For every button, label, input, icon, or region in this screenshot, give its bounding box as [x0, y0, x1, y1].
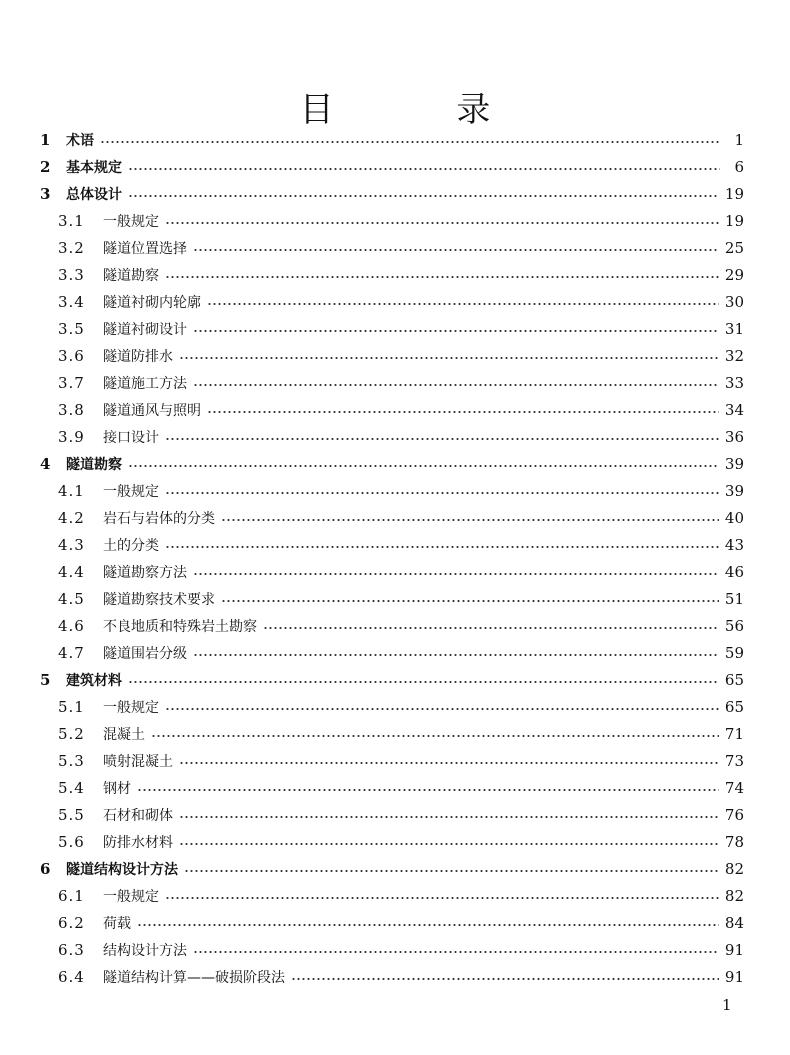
toc-entry-title: 隧道围岩分级: [103, 645, 187, 662]
toc-entry-title: 一般规定: [103, 213, 159, 230]
toc-entry-page: 25: [724, 238, 744, 257]
toc-entry-page: 76: [724, 805, 744, 824]
toc-entry-page: 84: [724, 913, 744, 932]
toc-entry-number: 3.4: [58, 292, 85, 311]
toc-entry-title: 荷载: [103, 915, 131, 932]
dot-leader: [193, 330, 719, 332]
toc-entry-title: 隧道勘察: [103, 267, 159, 284]
dot-leader: [165, 222, 719, 224]
toc-entry-number: 6.2: [58, 913, 85, 932]
dot-leader: [193, 384, 719, 386]
toc-entry-page: 46: [724, 562, 744, 581]
page-number: 1: [722, 996, 732, 1014]
toc-entry-number: 5.5: [58, 805, 85, 824]
toc-entry-number: 3.5: [58, 319, 85, 338]
dot-leader: [128, 681, 719, 683]
toc-section-entry[interactable]: [58, 693, 744, 720]
toc-entry-number: 5.3: [58, 751, 85, 770]
toc-entry-page: 36: [724, 427, 744, 446]
toc-entry-page: 6: [734, 157, 744, 176]
toc-entry-number: 5.4: [58, 778, 85, 797]
toc-entry-title: 隧道勘察技术要求: [103, 591, 215, 608]
toc-section-entry[interactable]: [58, 342, 744, 369]
toc-entry-page: 56: [724, 616, 744, 635]
dot-leader: [179, 357, 719, 359]
toc-entry-page: 19: [724, 184, 744, 203]
toc-section-entry[interactable]: [58, 531, 744, 558]
toc-entry-title: 石材和砌体: [103, 807, 173, 824]
toc-entry-page: 39: [724, 454, 744, 473]
dot-leader: [165, 492, 719, 494]
toc-entry-page: 73: [724, 751, 744, 770]
toc-entry-title: 隧道通风与照明: [103, 402, 201, 419]
toc-entry-number: 1: [40, 130, 51, 149]
dot-leader: [207, 411, 719, 413]
toc-entry-page: 34: [724, 400, 744, 419]
toc-entry-number: 3: [40, 184, 51, 203]
toc-entry-title: 隧道衬砌设计: [103, 321, 187, 338]
toc-entry-page: 65: [724, 670, 744, 689]
dot-leader: [193, 654, 719, 656]
toc-entry-page: 43: [724, 535, 744, 554]
toc-entry-number: 3.2: [58, 238, 85, 257]
toc-section-entry[interactable]: [58, 288, 744, 315]
toc-entry-number: 3.7: [58, 373, 85, 392]
toc-entry-title: 一般规定: [103, 483, 159, 500]
toc-section-entry[interactable]: [58, 315, 744, 342]
toc-section-entry[interactable]: [58, 963, 744, 990]
toc-entry-page: 39: [724, 481, 744, 500]
toc-section-entry[interactable]: [58, 261, 744, 288]
toc-section-entry[interactable]: [58, 585, 744, 612]
toc-entry-page: 30: [724, 292, 744, 311]
dot-leader: [193, 573, 719, 575]
toc-entry-page: 71: [724, 724, 744, 743]
toc-entry-number: 4.6: [58, 616, 85, 635]
toc-section-entry[interactable]: [58, 801, 744, 828]
dot-leader: [263, 627, 719, 629]
toc-entry-title: 钢材: [103, 780, 131, 797]
toc-chapter-entry[interactable]: [40, 153, 744, 180]
toc-entry-title: 防排水材料: [103, 834, 173, 851]
toc-entry-page: 51: [724, 589, 744, 608]
toc-entry-title: 术语: [66, 132, 94, 149]
toc-section-entry[interactable]: [58, 558, 744, 585]
toc-section-entry[interactable]: [58, 909, 744, 936]
toc-section-entry[interactable]: [58, 423, 744, 450]
toc-chapter-entry[interactable]: [40, 180, 744, 207]
dot-leader: [100, 141, 720, 143]
dot-leader: [221, 519, 719, 521]
toc-entry-page: 91: [724, 967, 744, 986]
dot-leader: [137, 789, 719, 791]
toc-entry-number: 5: [40, 670, 51, 689]
dot-leader: [184, 870, 719, 872]
toc-entry-page: 59: [724, 643, 744, 662]
toc-section-entry[interactable]: [58, 207, 744, 234]
toc-entry-number: 3.9: [58, 427, 85, 446]
toc-entry-number: 5.1: [58, 697, 85, 716]
dot-leader: [128, 195, 719, 197]
toc-entry-title: 隧道防排水: [103, 348, 173, 365]
toc-entry-page: 40: [724, 508, 744, 527]
toc-entry-title: 不良地质和特殊岩土勘察: [103, 618, 257, 635]
toc-section-entry[interactable]: [58, 720, 744, 747]
toc-section-entry[interactable]: [58, 369, 744, 396]
toc-entry-page: 1: [734, 130, 744, 149]
toc-section-entry[interactable]: [58, 396, 744, 423]
toc-chapter-entry[interactable]: [40, 855, 744, 882]
dot-leader: [165, 276, 719, 278]
dot-leader: [193, 249, 719, 251]
toc-entry-page: 91: [724, 940, 744, 959]
toc-section-entry[interactable]: [58, 747, 744, 774]
dot-leader: [151, 735, 719, 737]
dot-leader: [179, 762, 719, 764]
toc-section-entry[interactable]: [58, 504, 744, 531]
toc-entry-title: 一般规定: [103, 888, 159, 905]
toc-entry-page: 78: [724, 832, 744, 851]
toc-entry-title: 隧道结构计算——破损阶段法: [103, 969, 285, 986]
toc-entry-title: 建筑材料: [66, 672, 122, 689]
dot-leader: [128, 168, 720, 170]
toc-entry-page: 33: [724, 373, 744, 392]
toc-entry-page: 65: [724, 697, 744, 716]
toc-entry-number: 3.3: [58, 265, 85, 284]
toc-entry-title: 基本规定: [66, 159, 122, 176]
toc-chapter-entry[interactable]: [40, 666, 744, 693]
toc-entry-page: 82: [724, 859, 744, 878]
toc-entry-page: 74: [724, 778, 744, 797]
toc-entry-number: 6: [40, 859, 51, 878]
dot-leader: [165, 897, 719, 899]
dot-leader: [179, 816, 719, 818]
toc-entry-title: 隧道施工方法: [103, 375, 187, 392]
toc-entry-title: 隧道结构设计方法: [66, 861, 178, 878]
toc-entry-title: 总体设计: [66, 186, 122, 203]
toc-chapter-entry[interactable]: [40, 450, 744, 477]
dot-leader: [179, 843, 719, 845]
toc-entry-number: 5.6: [58, 832, 85, 851]
toc-section-entry[interactable]: [58, 774, 744, 801]
toc-entry-title: 隧道位置选择: [103, 240, 187, 257]
toc-entry-number: 3.6: [58, 346, 85, 365]
toc-entry-page: 29: [724, 265, 744, 284]
dot-leader: [207, 303, 719, 305]
toc-entry-number: 6.3: [58, 940, 85, 959]
toc-entry-title: 隧道勘察方法: [103, 564, 187, 581]
toc-entry-number: 4.1: [58, 481, 85, 500]
dot-leader: [221, 600, 719, 602]
toc-entry-title: 结构设计方法: [103, 942, 187, 959]
toc-entry-page: 19: [724, 211, 744, 230]
toc-section-entry[interactable]: [58, 234, 744, 261]
toc-entry-title: 一般规定: [103, 699, 159, 716]
toc-entry-title: 隧道勘察: [66, 456, 122, 473]
toc-entry-page: 32: [724, 346, 744, 365]
toc-entry-number: 3.1: [58, 211, 85, 230]
toc-entry-number: 5.2: [58, 724, 85, 743]
toc-section-entry[interactable]: [58, 612, 744, 639]
toc-section-entry[interactable]: [58, 828, 744, 855]
dot-leader: [165, 438, 719, 440]
dot-leader: [137, 924, 719, 926]
toc-entry-number: 6.4: [58, 967, 85, 986]
toc-section-entry[interactable]: [58, 639, 744, 666]
toc-section-entry[interactable]: [58, 936, 744, 963]
toc-entry-number: 3.8: [58, 400, 85, 419]
toc-entry-number: 4.4: [58, 562, 85, 581]
dot-leader: [128, 465, 719, 467]
dot-leader: [291, 978, 719, 980]
toc-entry-title: 接口设计: [103, 429, 159, 446]
toc-entry-title: 喷射混凝土: [103, 753, 173, 770]
toc-entry-title: 土的分类: [103, 537, 159, 554]
toc-entry-number: 2: [40, 157, 51, 176]
page-title: 目 录: [299, 89, 547, 130]
toc-entry-number: 4: [40, 454, 51, 473]
toc-entry-number: 4.7: [58, 643, 85, 662]
toc-section-entry[interactable]: [58, 882, 744, 909]
toc-entry-title: 隧道衬砌内轮廓: [103, 294, 201, 311]
dot-leader: [165, 708, 719, 710]
toc-entry-title: 混凝土: [103, 726, 145, 743]
toc-entry-number: 4.5: [58, 589, 85, 608]
toc-entry-number: 4.3: [58, 535, 85, 554]
toc-section-entry[interactable]: [58, 477, 744, 504]
toc-entry-title: 岩石与岩体的分类: [103, 510, 215, 527]
dot-leader: [165, 546, 719, 548]
toc-entry-page: 31: [724, 319, 744, 338]
toc-entry-number: 6.1: [58, 886, 85, 905]
toc-entry-number: 4.2: [58, 508, 85, 527]
toc-chapter-entry[interactable]: [40, 126, 744, 153]
dot-leader: [193, 951, 719, 953]
toc-entry-page: 82: [724, 886, 744, 905]
